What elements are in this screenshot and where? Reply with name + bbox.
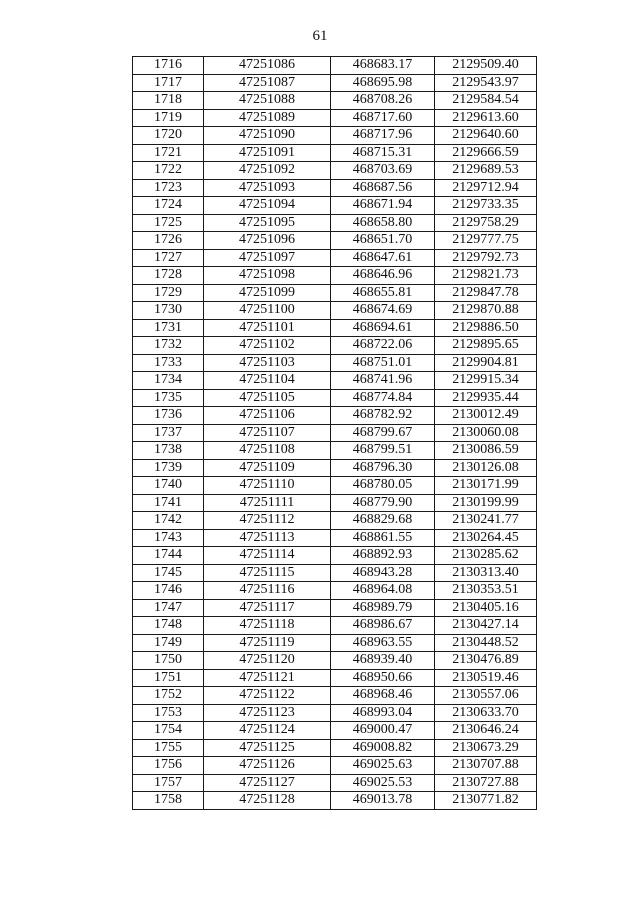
coordinates-table-body (133, 57, 537, 810)
table-row (133, 582, 537, 600)
x-coordinate-cell: 468779.90 (331, 494, 435, 512)
y-coordinate-cell: 2130405.16 (435, 599, 537, 617)
point-number-cell: 1734 (133, 372, 204, 390)
y-coordinate-cell: 2129847.78 (435, 284, 537, 302)
point-number-cell: 1731 (133, 319, 204, 337)
x-coordinate-cell: 468968.46 (331, 687, 435, 705)
point-number-cell: 1732 (133, 337, 204, 355)
table-row (133, 267, 537, 285)
x-coordinate-cell: 468741.96 (331, 372, 435, 390)
y-coordinate-cell: 2130673.29 (435, 739, 537, 757)
point-id-cell: 47251092 (204, 162, 331, 180)
x-coordinate-cell: 468950.66 (331, 669, 435, 687)
y-coordinate-cell: 2129613.60 (435, 109, 537, 127)
point-number-cell: 1728 (133, 267, 204, 285)
y-coordinate-cell: 2129666.59 (435, 144, 537, 162)
x-coordinate-cell: 468774.84 (331, 389, 435, 407)
y-coordinate-cell: 2129640.60 (435, 127, 537, 145)
point-number-cell: 1746 (133, 582, 204, 600)
table-row (133, 687, 537, 705)
table-row (133, 512, 537, 530)
table-row (133, 337, 537, 355)
y-coordinate-cell: 2129821.73 (435, 267, 537, 285)
x-coordinate-cell: 468683.17 (331, 57, 435, 75)
table-row (133, 319, 537, 337)
point-id-cell: 47251120 (204, 652, 331, 670)
x-coordinate-cell: 468694.61 (331, 319, 435, 337)
point-id-cell: 47251112 (204, 512, 331, 530)
y-coordinate-cell: 2129870.88 (435, 302, 537, 320)
table-row (133, 459, 537, 477)
y-coordinate-cell: 2129689.53 (435, 162, 537, 180)
point-number-cell: 1748 (133, 617, 204, 635)
table-row (133, 722, 537, 740)
point-id-cell: 47251118 (204, 617, 331, 635)
x-coordinate-cell: 468717.60 (331, 109, 435, 127)
point-id-cell: 47251128 (204, 792, 331, 810)
y-coordinate-cell: 2129733.35 (435, 197, 537, 215)
point-number-cell: 1740 (133, 477, 204, 495)
point-id-cell: 47251111 (204, 494, 331, 512)
point-id-cell: 47251088 (204, 92, 331, 110)
point-id-cell: 47251121 (204, 669, 331, 687)
x-coordinate-cell: 468671.94 (331, 197, 435, 215)
table-row (133, 232, 537, 250)
point-id-cell: 47251107 (204, 424, 331, 442)
y-coordinate-cell: 2130771.82 (435, 792, 537, 810)
table-row (133, 407, 537, 425)
point-number-cell: 1737 (133, 424, 204, 442)
point-number-cell: 1721 (133, 144, 204, 162)
x-coordinate-cell: 468695.98 (331, 74, 435, 92)
y-coordinate-cell: 2130264.45 (435, 529, 537, 547)
table-row (133, 214, 537, 232)
y-coordinate-cell: 2130126.08 (435, 459, 537, 477)
y-coordinate-cell: 2130086.59 (435, 442, 537, 460)
point-id-cell: 47251126 (204, 757, 331, 775)
table-row (133, 757, 537, 775)
x-coordinate-cell: 468722.06 (331, 337, 435, 355)
point-id-cell: 47251110 (204, 477, 331, 495)
point-id-cell: 47251127 (204, 774, 331, 792)
x-coordinate-cell: 469008.82 (331, 739, 435, 757)
table-row (133, 599, 537, 617)
point-id-cell: 47251116 (204, 582, 331, 600)
table-row (133, 424, 537, 442)
y-coordinate-cell: 2129543.97 (435, 74, 537, 92)
x-coordinate-cell: 468943.28 (331, 564, 435, 582)
x-coordinate-cell: 468939.40 (331, 652, 435, 670)
table-row (133, 197, 537, 215)
point-number-cell: 1743 (133, 529, 204, 547)
y-coordinate-cell: 2130448.52 (435, 634, 537, 652)
point-number-cell: 1752 (133, 687, 204, 705)
point-number-cell: 1722 (133, 162, 204, 180)
point-number-cell: 1716 (133, 57, 204, 75)
point-number-cell: 1757 (133, 774, 204, 792)
table-row (133, 144, 537, 162)
point-number-cell: 1733 (133, 354, 204, 372)
point-number-cell: 1751 (133, 669, 204, 687)
y-coordinate-cell: 2129792.73 (435, 249, 537, 267)
y-coordinate-cell: 2129886.50 (435, 319, 537, 337)
table-row (133, 354, 537, 372)
point-number-cell: 1739 (133, 459, 204, 477)
point-id-cell: 47251123 (204, 704, 331, 722)
y-coordinate-cell: 2129904.81 (435, 354, 537, 372)
table-row (133, 529, 537, 547)
point-id-cell: 47251100 (204, 302, 331, 320)
x-coordinate-cell: 468687.56 (331, 179, 435, 197)
coordinates-table (132, 56, 537, 810)
point-id-cell: 47251104 (204, 372, 331, 390)
x-coordinate-cell: 468651.70 (331, 232, 435, 250)
table-row (133, 127, 537, 145)
table-row (133, 634, 537, 652)
y-coordinate-cell: 2130353.51 (435, 582, 537, 600)
point-id-cell: 47251089 (204, 109, 331, 127)
x-coordinate-cell: 469025.63 (331, 757, 435, 775)
point-number-cell: 1742 (133, 512, 204, 530)
x-coordinate-cell: 469013.78 (331, 792, 435, 810)
point-id-cell: 47251113 (204, 529, 331, 547)
y-coordinate-cell: 2130646.24 (435, 722, 537, 740)
point-number-cell: 1755 (133, 739, 204, 757)
x-coordinate-cell: 468892.93 (331, 547, 435, 565)
x-coordinate-cell: 468703.69 (331, 162, 435, 180)
table-row (133, 564, 537, 582)
y-coordinate-cell: 2130727.88 (435, 774, 537, 792)
y-coordinate-cell: 2130199.99 (435, 494, 537, 512)
y-coordinate-cell: 2129777.75 (435, 232, 537, 250)
table-row (133, 547, 537, 565)
point-number-cell: 1723 (133, 179, 204, 197)
x-coordinate-cell: 468799.67 (331, 424, 435, 442)
table-row (133, 179, 537, 197)
point-number-cell: 1729 (133, 284, 204, 302)
x-coordinate-cell: 468964.08 (331, 582, 435, 600)
point-number-cell: 1727 (133, 249, 204, 267)
x-coordinate-cell: 468708.26 (331, 92, 435, 110)
table-row (133, 162, 537, 180)
point-id-cell: 47251090 (204, 127, 331, 145)
point-number-cell: 1717 (133, 74, 204, 92)
x-coordinate-cell: 468780.05 (331, 477, 435, 495)
y-coordinate-cell: 2129758.29 (435, 214, 537, 232)
table-row (133, 284, 537, 302)
y-coordinate-cell: 2130241.77 (435, 512, 537, 530)
point-id-cell: 47251124 (204, 722, 331, 740)
point-number-cell: 1735 (133, 389, 204, 407)
x-coordinate-cell: 468717.96 (331, 127, 435, 145)
point-id-cell: 47251125 (204, 739, 331, 757)
point-number-cell: 1753 (133, 704, 204, 722)
table-row (133, 739, 537, 757)
point-number-cell: 1744 (133, 547, 204, 565)
y-coordinate-cell: 2130707.88 (435, 757, 537, 775)
x-coordinate-cell: 468646.96 (331, 267, 435, 285)
x-coordinate-cell: 468861.55 (331, 529, 435, 547)
x-coordinate-cell: 468829.68 (331, 512, 435, 530)
y-coordinate-cell: 2130633.70 (435, 704, 537, 722)
x-coordinate-cell: 468715.31 (331, 144, 435, 162)
point-id-cell: 47251119 (204, 634, 331, 652)
x-coordinate-cell: 468674.69 (331, 302, 435, 320)
table-row (133, 372, 537, 390)
y-coordinate-cell: 2130285.62 (435, 547, 537, 565)
point-number-cell: 1720 (133, 127, 204, 145)
table-row (133, 92, 537, 110)
point-id-cell: 47251117 (204, 599, 331, 617)
point-id-cell: 47251115 (204, 564, 331, 582)
table-row (133, 109, 537, 127)
page-number: 61 (312, 28, 328, 44)
point-id-cell: 47251114 (204, 547, 331, 565)
point-id-cell: 47251094 (204, 197, 331, 215)
y-coordinate-cell: 2129509.40 (435, 57, 537, 75)
x-coordinate-cell: 469025.53 (331, 774, 435, 792)
table-row (133, 774, 537, 792)
x-coordinate-cell: 468658.80 (331, 214, 435, 232)
point-number-cell: 1726 (133, 232, 204, 250)
point-id-cell: 47251106 (204, 407, 331, 425)
point-id-cell: 47251087 (204, 74, 331, 92)
table-row (133, 617, 537, 635)
table-row (133, 302, 537, 320)
point-number-cell: 1725 (133, 214, 204, 232)
x-coordinate-cell: 468989.79 (331, 599, 435, 617)
x-coordinate-cell: 469000.47 (331, 722, 435, 740)
point-id-cell: 47251095 (204, 214, 331, 232)
point-id-cell: 47251099 (204, 284, 331, 302)
point-number-cell: 1749 (133, 634, 204, 652)
point-id-cell: 47251086 (204, 57, 331, 75)
table-row (133, 249, 537, 267)
point-number-cell: 1736 (133, 407, 204, 425)
x-coordinate-cell: 468963.55 (331, 634, 435, 652)
point-id-cell: 47251102 (204, 337, 331, 355)
y-coordinate-cell: 2130060.08 (435, 424, 537, 442)
point-number-cell: 1747 (133, 599, 204, 617)
point-id-cell: 47251101 (204, 319, 331, 337)
point-id-cell: 47251105 (204, 389, 331, 407)
table-row (133, 442, 537, 460)
point-number-cell: 1745 (133, 564, 204, 582)
point-id-cell: 47251108 (204, 442, 331, 460)
point-id-cell: 47251093 (204, 179, 331, 197)
table-row (133, 792, 537, 810)
point-id-cell: 47251098 (204, 267, 331, 285)
x-coordinate-cell: 468751.01 (331, 354, 435, 372)
x-coordinate-cell: 468796.30 (331, 459, 435, 477)
table-row (133, 704, 537, 722)
x-coordinate-cell: 468993.04 (331, 704, 435, 722)
x-coordinate-cell: 468799.51 (331, 442, 435, 460)
point-number-cell: 1756 (133, 757, 204, 775)
table-row (133, 652, 537, 670)
table-row (133, 477, 537, 495)
y-coordinate-cell: 2129915.34 (435, 372, 537, 390)
y-coordinate-cell: 2130557.06 (435, 687, 537, 705)
y-coordinate-cell: 2130476.89 (435, 652, 537, 670)
table-row (133, 494, 537, 512)
point-id-cell: 47251122 (204, 687, 331, 705)
y-coordinate-cell: 2130313.40 (435, 564, 537, 582)
table-row (133, 57, 537, 75)
table-row (133, 389, 537, 407)
x-coordinate-cell: 468655.81 (331, 284, 435, 302)
point-number-cell: 1724 (133, 197, 204, 215)
table-row (133, 74, 537, 92)
y-coordinate-cell: 2129935.44 (435, 389, 537, 407)
x-coordinate-cell: 468986.67 (331, 617, 435, 635)
point-number-cell: 1738 (133, 442, 204, 460)
x-coordinate-cell: 468647.61 (331, 249, 435, 267)
point-id-cell: 47251097 (204, 249, 331, 267)
y-coordinate-cell: 2129895.65 (435, 337, 537, 355)
point-number-cell: 1754 (133, 722, 204, 740)
point-number-cell: 1758 (133, 792, 204, 810)
point-number-cell: 1730 (133, 302, 204, 320)
y-coordinate-cell: 2130519.46 (435, 669, 537, 687)
y-coordinate-cell: 2130427.14 (435, 617, 537, 635)
y-coordinate-cell: 2129712.94 (435, 179, 537, 197)
point-number-cell: 1718 (133, 92, 204, 110)
point-id-cell: 47251096 (204, 232, 331, 250)
point-number-cell: 1719 (133, 109, 204, 127)
point-id-cell: 47251103 (204, 354, 331, 372)
point-id-cell: 47251091 (204, 144, 331, 162)
point-id-cell: 47251109 (204, 459, 331, 477)
y-coordinate-cell: 2130171.99 (435, 477, 537, 495)
y-coordinate-cell: 2129584.54 (435, 92, 537, 110)
table-row (133, 669, 537, 687)
x-coordinate-cell: 468782.92 (331, 407, 435, 425)
point-number-cell: 1750 (133, 652, 204, 670)
point-number-cell: 1741 (133, 494, 204, 512)
y-coordinate-cell: 2130012.49 (435, 407, 537, 425)
